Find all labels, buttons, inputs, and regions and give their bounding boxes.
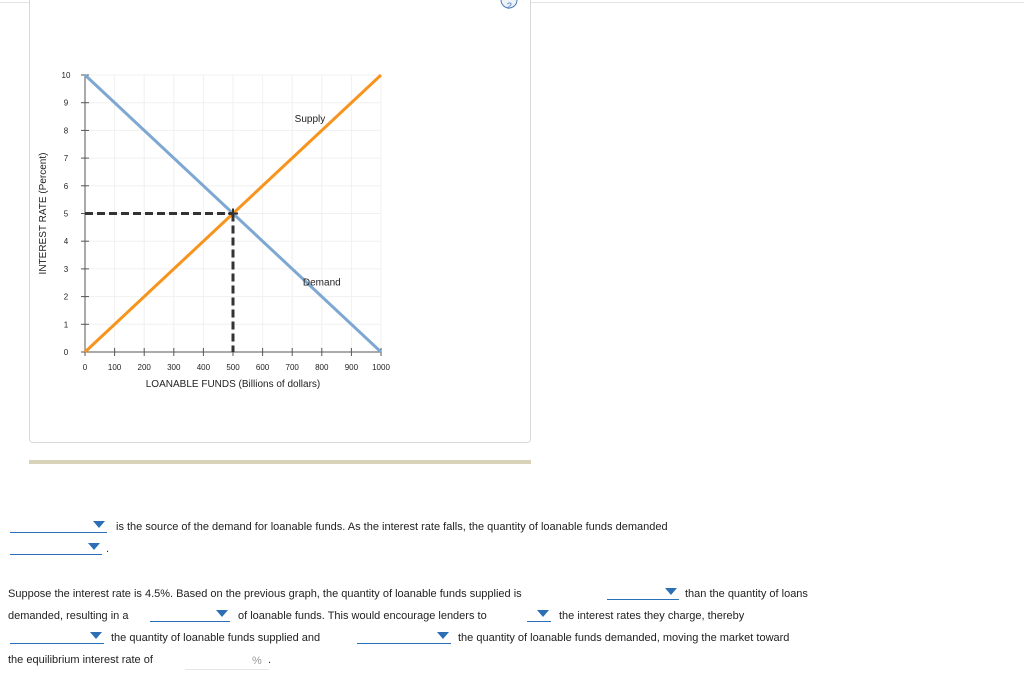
y-tick-label: 0 <box>63 348 69 357</box>
shortage-surplus-dropdown[interactable] <box>150 607 230 622</box>
demand-label: Demand <box>302 277 341 289</box>
chevron-down-icon <box>90 632 102 639</box>
chevron-down-icon <box>88 543 100 550</box>
q1-text: is the source of the demand for loanable funds. As the interest rate falls, the quantity of loanable funds demanded <box>116 521 668 533</box>
x-tick-label: 300 <box>167 363 181 372</box>
chevron-down-icon <box>216 610 228 617</box>
lender-action-dropdown[interactable] <box>527 607 551 622</box>
supply-comparison-dropdown[interactable] <box>607 585 679 600</box>
supply-label: Supply <box>294 114 326 126</box>
q2-text-a: Suppose the interest rate is 4.5%. Based on the previous graph, the quantity of loanable funds supplied is <box>8 588 522 600</box>
y-tick-label: 7 <box>63 154 69 164</box>
y-tick-label: 3 <box>63 264 69 274</box>
y-tick-label: 2 <box>63 292 69 302</box>
q2-text-d: of loanable funds. This would encourage lenders to <box>238 610 487 622</box>
y-tick-label: 4 <box>63 237 69 247</box>
q1-period: . <box>106 543 110 555</box>
x-tick-label: 600 <box>255 363 270 372</box>
y-tick-label: 6 <box>63 181 69 191</box>
x-tick-label: 800 <box>315 363 329 372</box>
x-tick-label: 100 <box>107 363 122 372</box>
x-tick-label: 200 <box>137 363 151 372</box>
x-tick-label: 0 <box>82 363 88 372</box>
final-period: . <box>268 654 272 666</box>
y-tick-label: 8 <box>63 126 69 136</box>
demanded-change-dropdown[interactable] <box>357 629 451 644</box>
q2-text-f: the quantity of loanable funds supplied and <box>111 632 321 644</box>
x-tick-label: 500 <box>226 363 240 372</box>
q2-text-g: the quantity of loanable funds demanded, moving the market toward <box>458 632 790 644</box>
x-tick-label: 1000 <box>372 363 390 372</box>
percent-symbol: % <box>252 655 262 667</box>
chevron-down-icon <box>93 521 105 528</box>
q2-text-h: the equilibrium interest rate of <box>8 654 153 666</box>
supplied-change-dropdown[interactable] <box>10 629 104 644</box>
y-tick-label: 10 <box>61 71 71 80</box>
quantity-demanded-change-dropdown[interactable] <box>10 540 102 555</box>
chevron-down-icon <box>665 588 677 595</box>
x-tick-label: 700 <box>285 363 299 372</box>
section-divider <box>29 460 531 464</box>
q2-text-c: demanded, resulting in a <box>8 610 129 622</box>
q2-text-b: than the quantity of loans <box>685 588 808 600</box>
x-tick-label: 400 <box>196 363 211 372</box>
y-tick-label: 1 <box>63 320 69 330</box>
chevron-down-icon <box>437 632 449 639</box>
x-axis-title: LOANABLE FUNDS (Billions of dollars) <box>145 379 321 390</box>
source-of-demand-dropdown[interactable] <box>10 518 107 533</box>
y-axis-title: INTEREST RATE (Percent) <box>38 152 49 275</box>
x-tick-label: 900 <box>344 363 359 372</box>
y-tick-label: 5 <box>63 209 69 219</box>
svg-text:?: ? <box>506 1 512 11</box>
y-tick-label: 9 <box>63 98 69 108</box>
q2-text-e: the interest rates they charge, thereby <box>559 610 745 622</box>
chevron-down-icon <box>537 610 549 617</box>
